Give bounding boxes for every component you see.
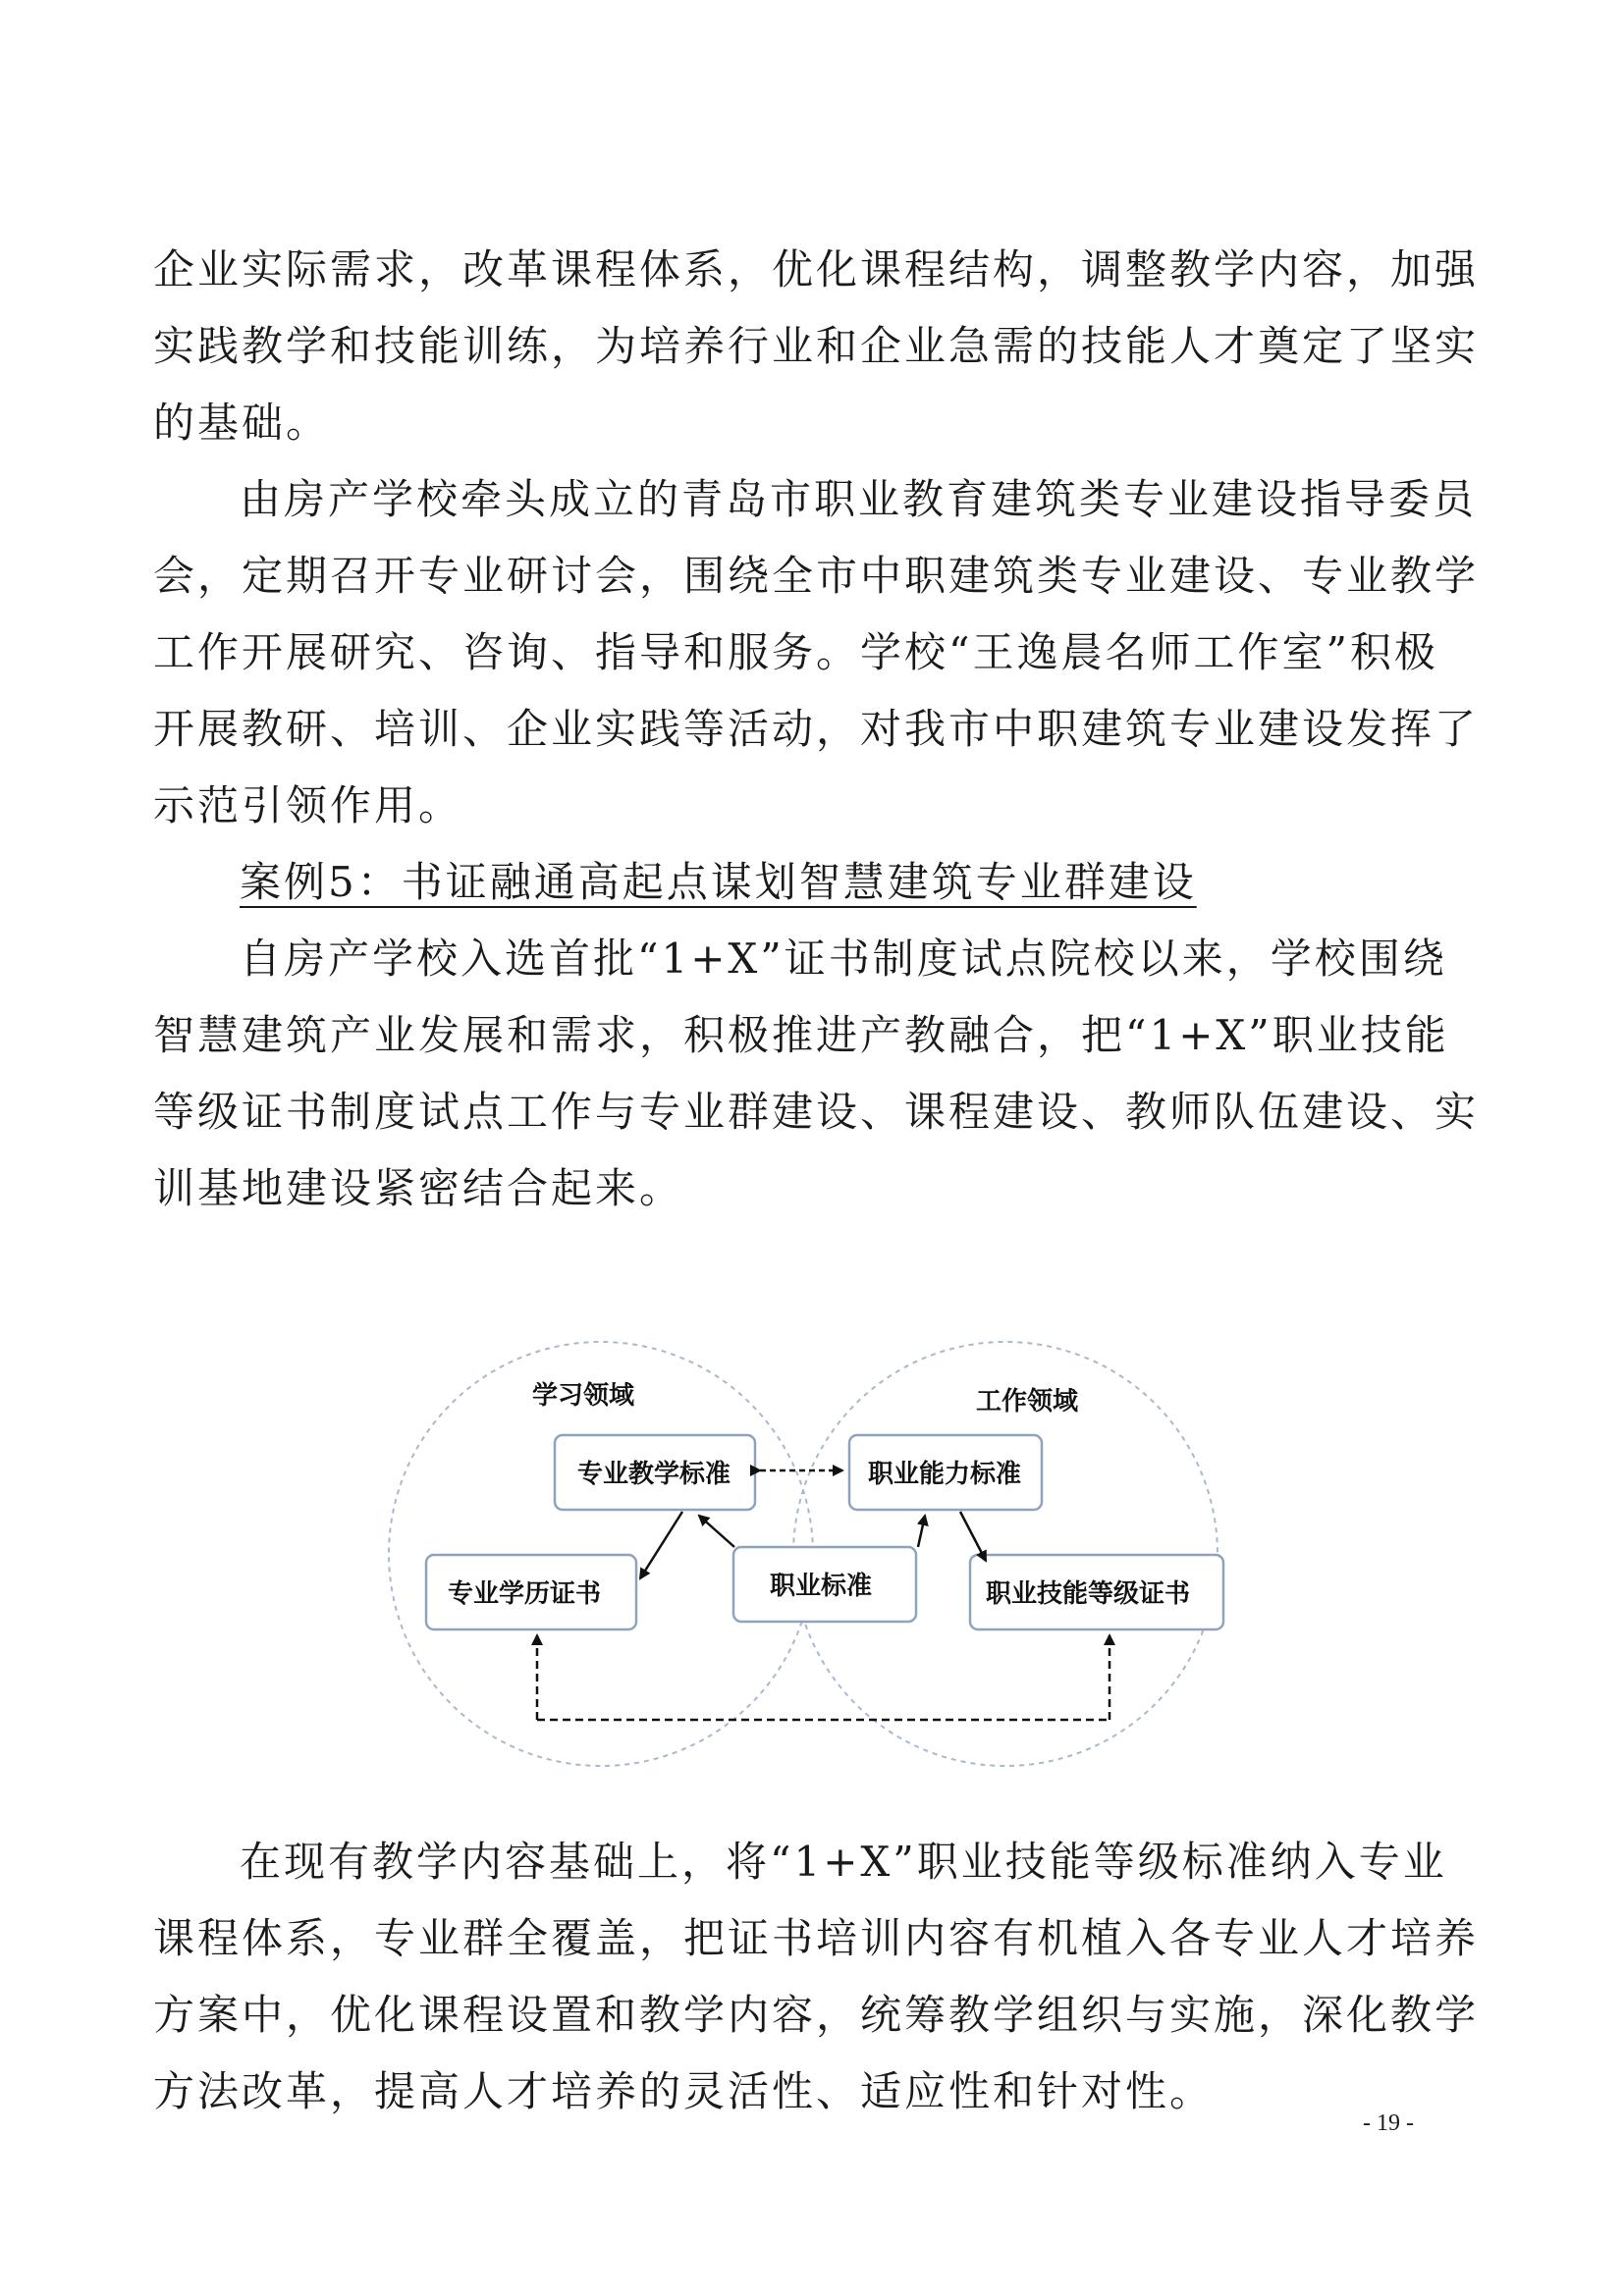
text-line: 企业实际需求，改革课程体系，优化课程结构，调整教学内容，加强 — [153, 245, 1480, 294]
text-line: 等级证书制度试点工作与专业群建设、课程建设、教师队伍建设、实 — [153, 1088, 1480, 1136]
text-line: 方案中，优化课程设置和教学内容，统筹教学组织与实施，深化教学 — [153, 1991, 1480, 2039]
arrow-to-skill-certificate — [960, 1512, 986, 1561]
learning-domain-label: 学习领域 — [532, 1381, 635, 1411]
academic-certificate-label: 专业学历证书 — [448, 1579, 602, 1609]
text-line: 训基地建设紧密结合起来。 — [153, 1164, 684, 1212]
page-number: - 19 - — [1363, 2110, 1414, 2136]
text-line: 课程体系，专业群全覆盖，把证书培训内容有机植入各专业人才培养 — [153, 1914, 1480, 1962]
text-line: 智慧建筑产业发展和需求，积极推进产教融合，把“1+X”职业技能 — [153, 1011, 1449, 1059]
certificate-integration-diagram — [383, 1315, 1247, 1787]
text-line: 示范引领作用。 — [153, 781, 463, 829]
arrow-to-academic-certificate — [640, 1512, 682, 1578]
text-line: 工作开展研究、咨询、指导和服务。学校“王逸晨名师工作室”积极 — [153, 628, 1438, 676]
text-line: 实践教学和技能训练，为培养行业和企业急需的技能人才奠定了坚实 — [153, 322, 1480, 370]
work-domain-label: 工作领域 — [976, 1387, 1079, 1416]
ability-standard-label: 职业能力标准 — [868, 1460, 1022, 1489]
text-line: 在现有教学内容基础上，将“1+X”职业技能等级标准纳入专业 — [240, 1838, 1447, 1886]
text-line: 的基础。 — [153, 399, 331, 447]
text-line: 自房产学校入选首批“1+X”证书制度试点院校以来，学校围绕 — [240, 934, 1447, 983]
arrow-to-ability-standard — [918, 1516, 925, 1547]
text-line: 方法改革，提高人才培养的灵活性、适应性和针对性。 — [153, 2067, 1215, 2115]
text-line: 由房产学校牵头成立的青岛市职业教育建筑类专业建设指导委员 — [240, 475, 1478, 523]
text-line: 会，定期召开专业研讨会，围绕全市中职建筑类专业建设、专业教学 — [153, 552, 1480, 600]
text-line: 开展教研、培训、企业实践等活动，对我市中职建筑专业建设发挥了 — [153, 705, 1480, 753]
skill-certificate-label: 职业技能等级证书 — [986, 1579, 1191, 1609]
paragraph-3 — [153, 921, 1481, 1227]
teaching-standard-label: 专业教学标准 — [577, 1460, 731, 1489]
case-heading: 案例5：书证融通高起点谋划智慧建筑专业群建设 — [240, 858, 1197, 906]
vocational-standard-label: 职业标准 — [770, 1572, 873, 1601]
arrow-to-teaching-standard — [699, 1516, 734, 1547]
paragraph-2 — [153, 461, 1481, 844]
paragraph-1 — [153, 232, 1481, 461]
paragraph-4 — [153, 1824, 1481, 2130]
